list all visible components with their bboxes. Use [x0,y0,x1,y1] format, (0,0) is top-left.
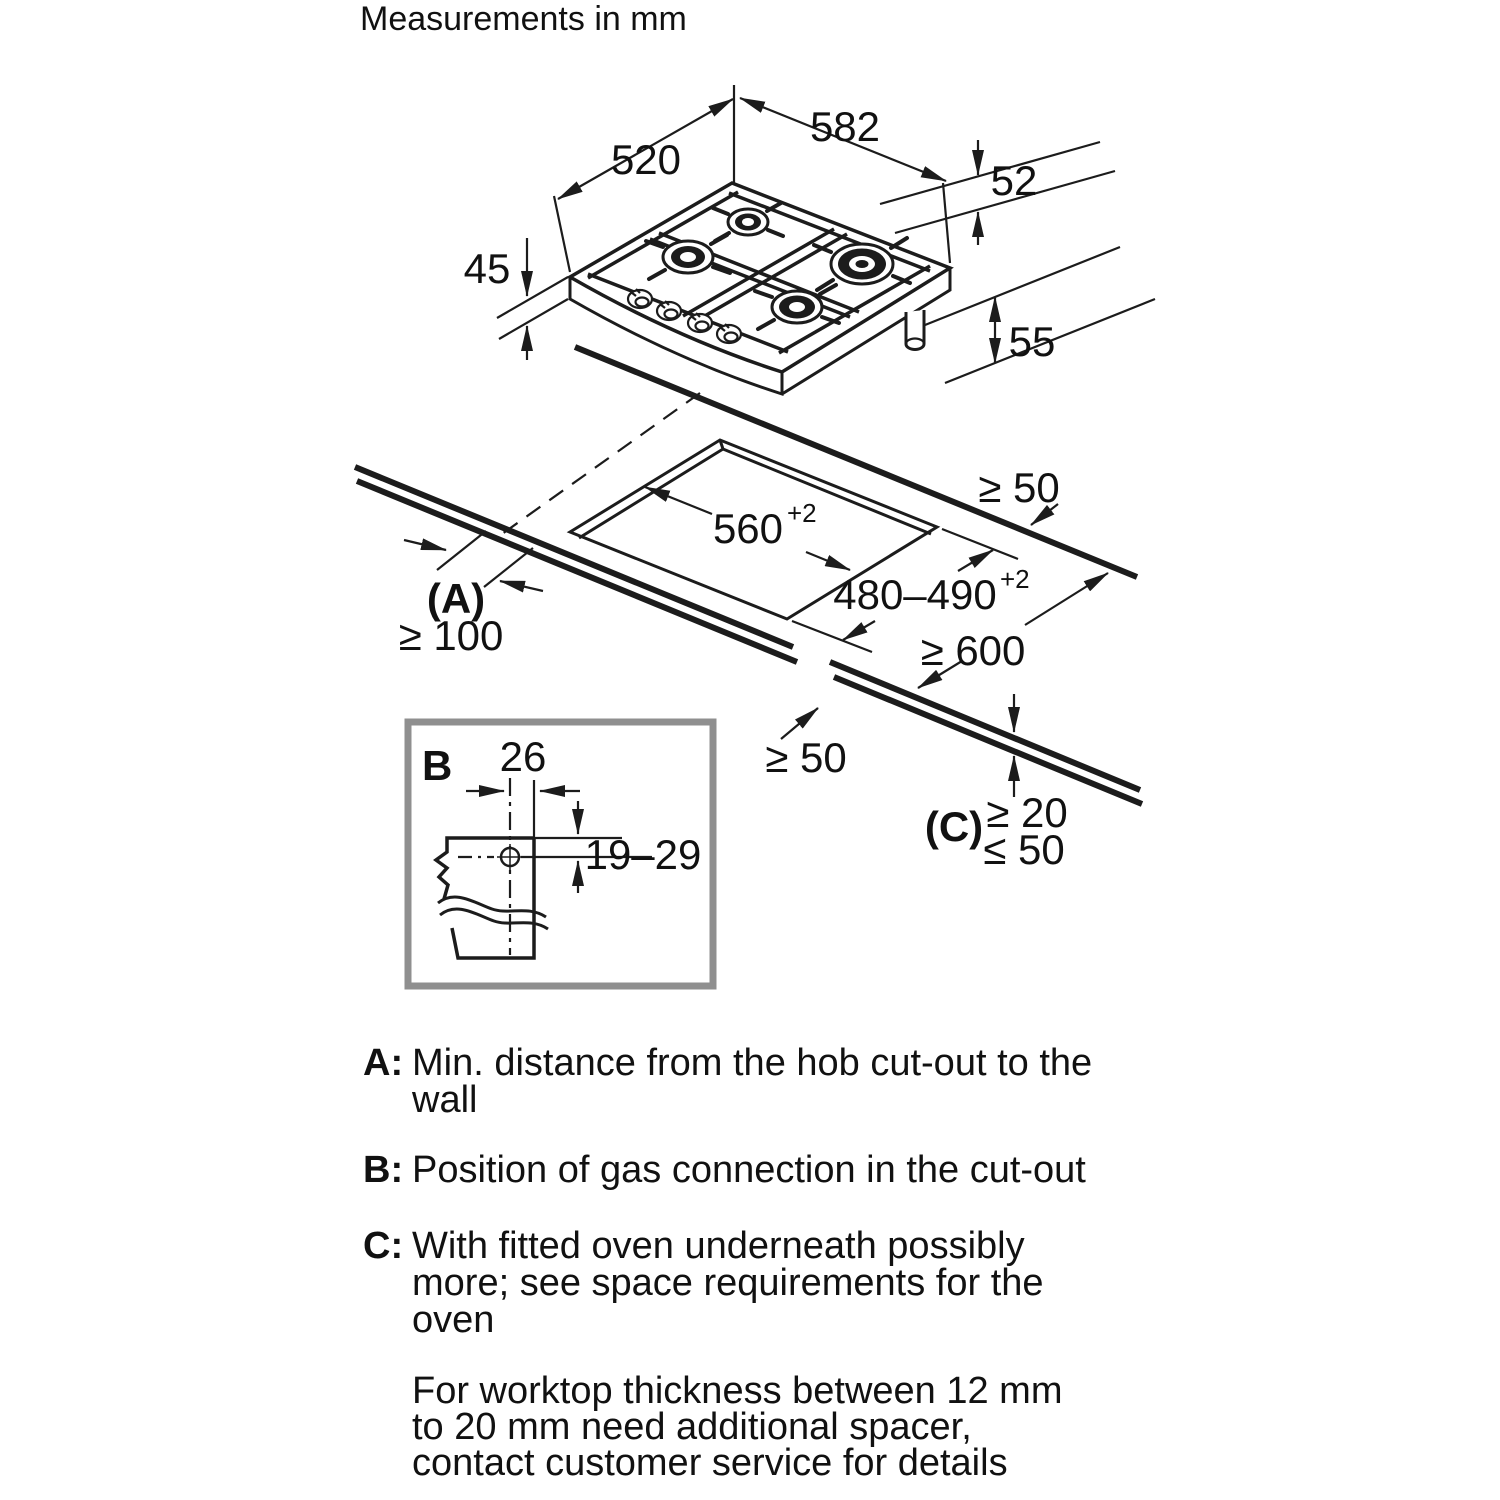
knob-1 [628,289,652,308]
dim-a-value: ≥ 100 [398,612,504,659]
detail-range-value: 19–29 [584,831,702,878]
dim-c-min: ≥ 20 [986,789,1068,836]
legend-b-label: B: [363,1149,404,1191]
dim-52 [880,140,1115,245]
dim-50-side-value: ≥ 50 [978,464,1060,511]
dim-c-label: (C) [924,803,984,850]
dim-520-value: 520 [610,136,682,183]
note-line1: For worktop thickness between 12 mm [412,1370,1063,1412]
dim-52-value: 52 [990,157,1038,204]
dim-50-front-value: ≥ 50 [765,734,847,781]
page-title: Measurements in mm [360,0,687,38]
dim-55-value: 55 [1008,318,1056,365]
burner-back [728,209,768,235]
burner-front [772,291,822,323]
dim-480-tolerance: +2 [1000,564,1030,594]
dim-50-front [765,708,846,781]
detail-box-b [408,722,713,986]
burner-wok [831,244,893,284]
knob-4 [717,324,741,343]
dim-a-label: (A) [426,575,486,622]
dim-600-value: ≥ 600 [920,627,1026,674]
knob-2 [657,301,681,320]
detail-b-label: B [422,742,453,789]
detail-26-value: 26 [499,733,547,780]
note-line2: to 20 mm need additional spacer, [412,1406,972,1448]
burner-left [663,241,713,273]
legend-a-line2: wall [412,1079,478,1121]
dim-560-tolerance: +2 [787,498,817,528]
knob-3 [688,313,712,332]
legend-b-line1: Position of gas connection in the cut-out [412,1149,1086,1191]
dim-582-extension-right [943,183,950,263]
legend-c-line3: oven [412,1299,495,1341]
legend-a-label: A: [363,1042,404,1084]
legend-c-label: C: [363,1225,404,1267]
legend-c-line1: With fitted oven underneath possibly [412,1225,1025,1267]
legend-a-line1: Min. distance from the hob cut-out to the [412,1042,1093,1084]
dim-520-extension-left [554,196,570,272]
legend [363,1042,1092,1484]
note-line3: contact customer service for details [412,1442,1008,1484]
dim-45-value: 45 [463,245,511,292]
dim-45 [464,238,568,360]
gas-pipe [906,310,924,350]
hob-drawing [464,85,1155,394]
dim-55 [925,247,1155,383]
dim-480-value: 480–490 [833,571,997,618]
dim-c-max: ≤ 50 [983,826,1065,873]
dim-560-value: 560 [712,505,784,552]
dim-582-value: 582 [809,103,881,150]
legend-c-line2: more; see space requirements for the [412,1262,1044,1304]
